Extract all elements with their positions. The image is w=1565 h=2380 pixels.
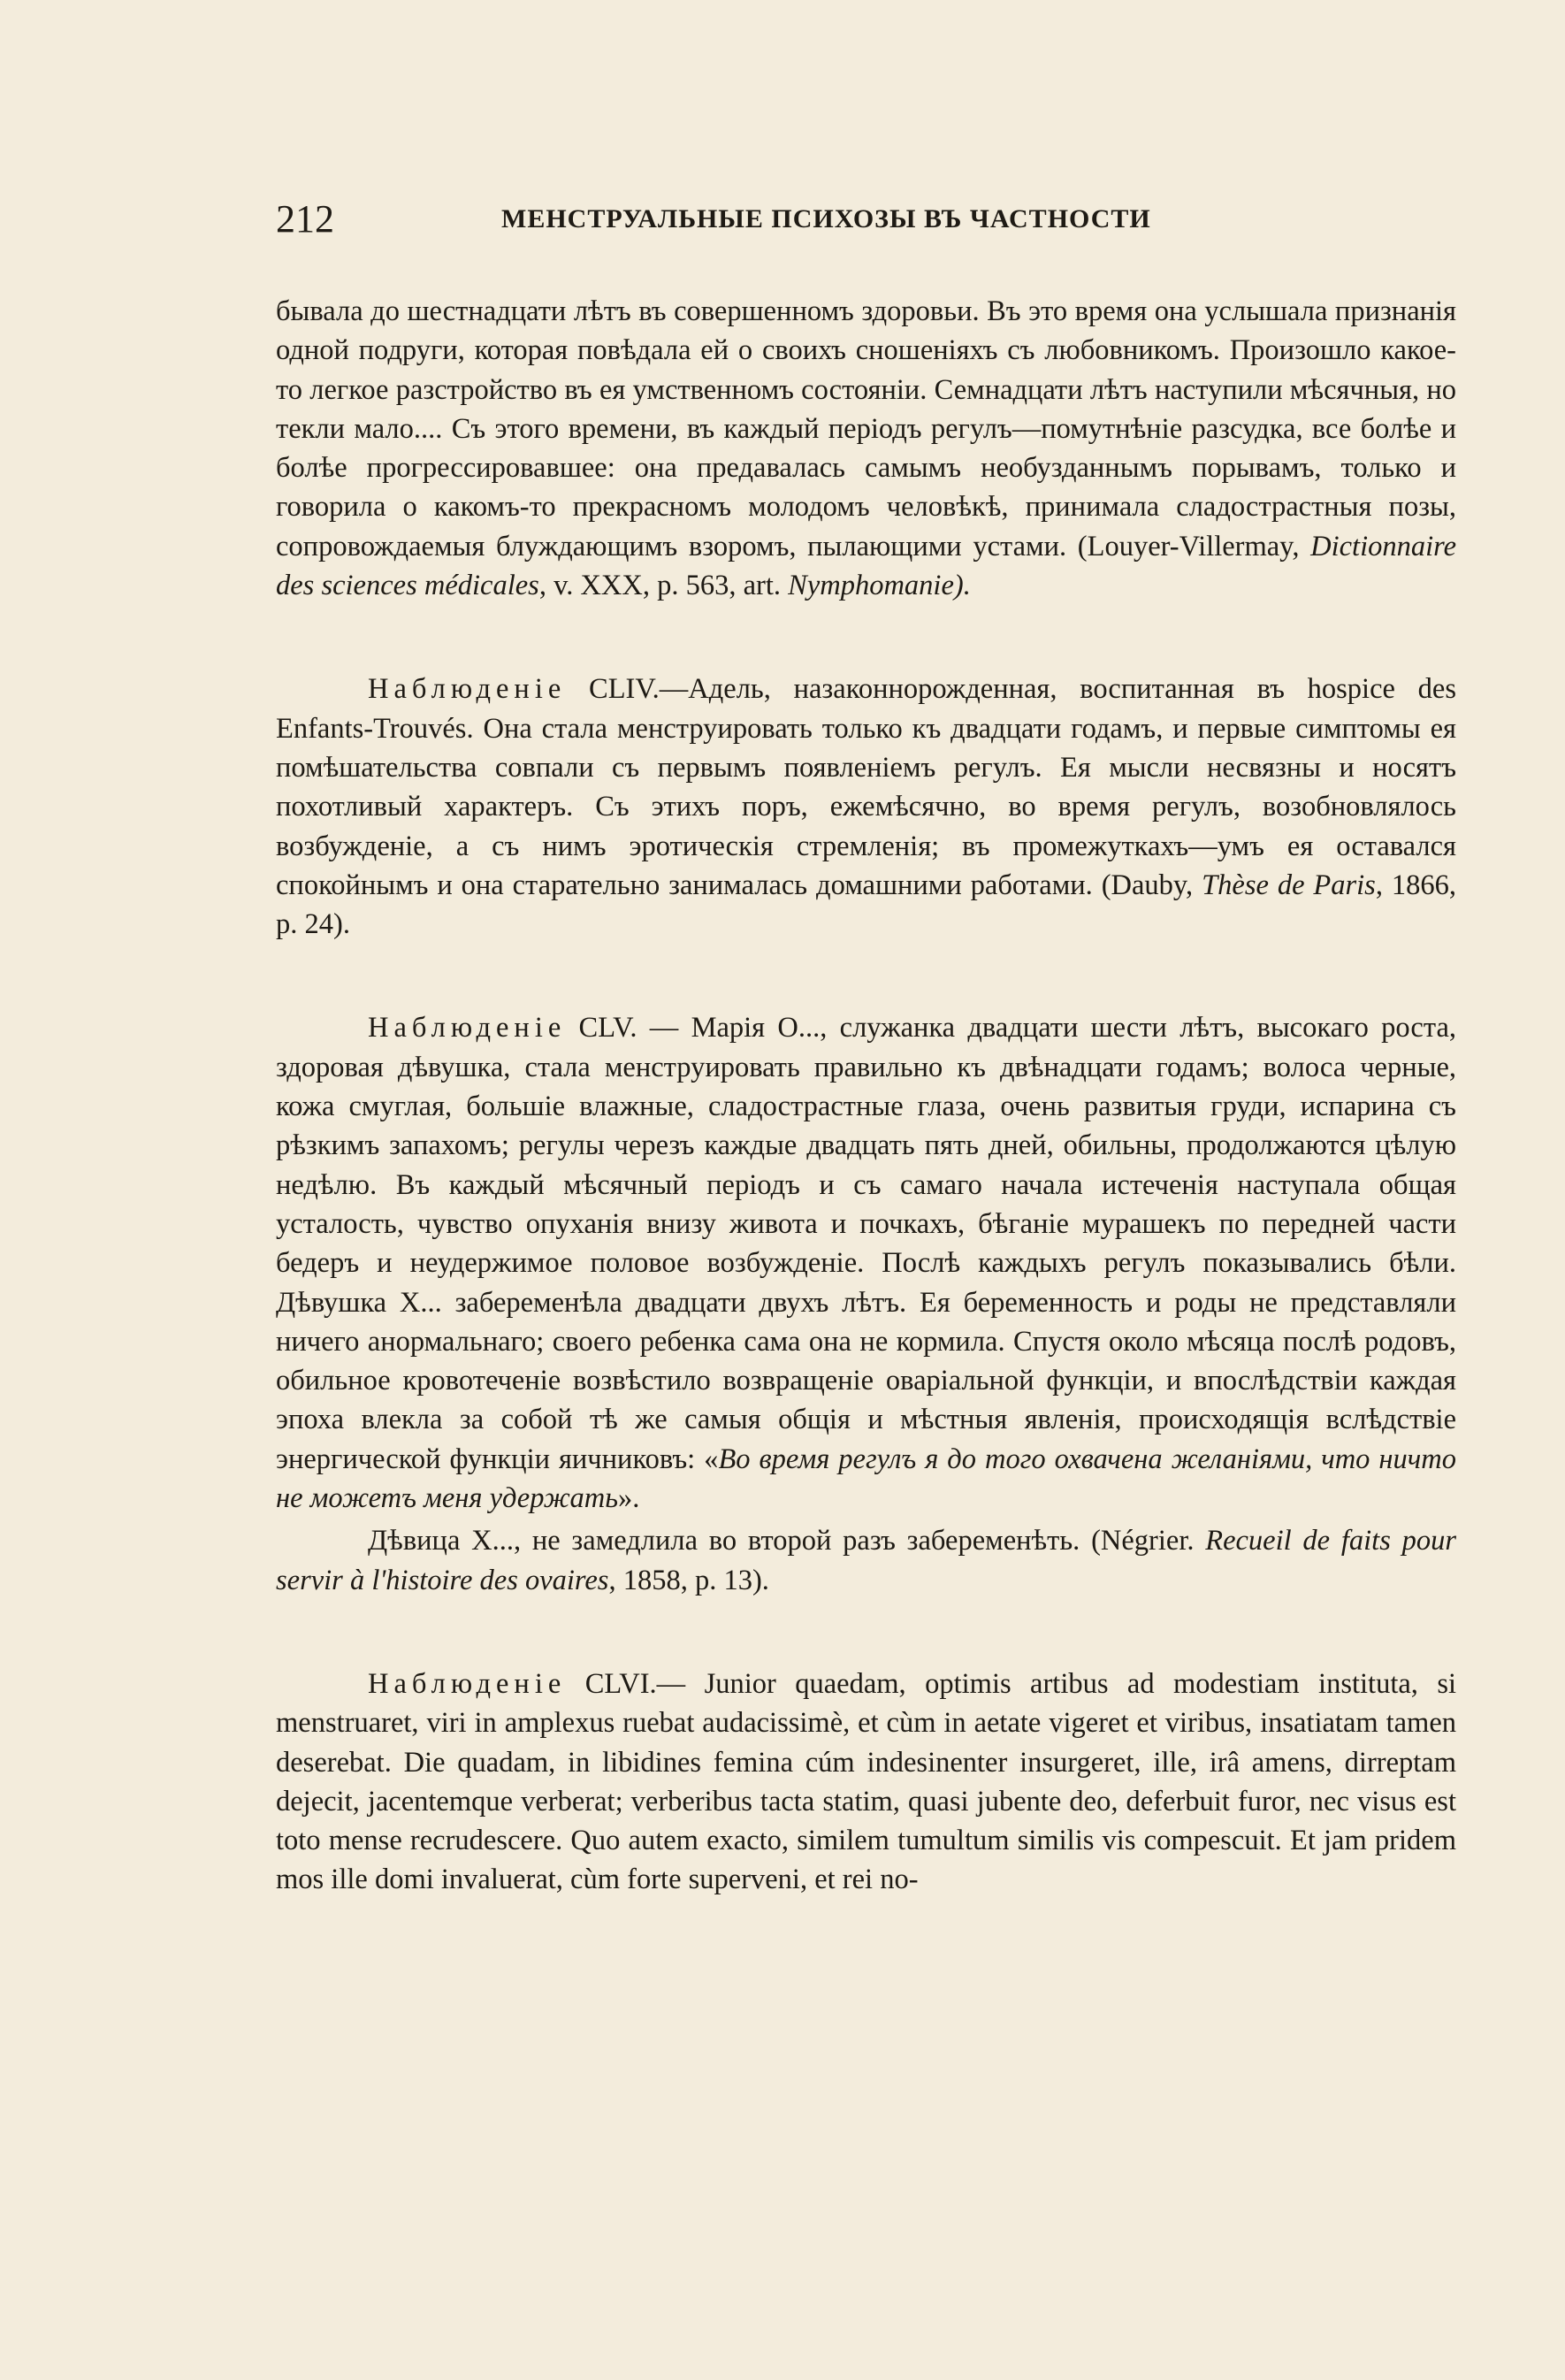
- text: CLVI.— Junior quaedam, optimis artibus ad modestiam instituta, si menstruaret, viri in amplexus ruebat audacissimè, et cùm in aetate vigeret et viribus, insatiatam tamen deserebat. Die quadam, in libidines femina cúm indesinenter insurgeret, ille, irâ amens, dirreptam dejecit, jacentemque verberat; verberibus tacta statim, quasi jubente deo, deferbuit furor, nec visus est toto mense recrudescere. Quo autem exacto, similem tumultum similis vis compescuit. Et jam pridem mos ille domi invaluerat, cùm forte superveni, et rei no-: [276, 1667, 1456, 1896]
- text: ».: [618, 1482, 640, 1515]
- observation-cliv: [276, 670, 1456, 944]
- text: CLIV.—Адель, назаконнорожденная, воспитанная въ hospice des Enfants-Trouvés. Она стала менструировать только къ двадцати годамъ, и первые симптомы ея помѣшательства совпали съ первымъ появленіемъ регулъ. Ея мысли несвязны и носятъ похотливый характеръ. Съ этихъ поръ, ежемѣсячно, во время регулъ, возобновлялось возбужденіе, а съ нимъ эротическія стремленія; въ промежуткахъ—умъ ея оставался спокойнымъ и она старательно занималась домашними работами. (Dauby,: [276, 673, 1456, 901]
- text: , 1858, p. 13).: [608, 1564, 769, 1596]
- observation-label: Наблюденіе: [368, 673, 567, 706]
- quote: Во время регулъ я до того охвачена желаніями, что ничто не можетъ меня удержать: [276, 1443, 1456, 1515]
- page-header: [276, 193, 1178, 246]
- observation-clv-continued: [276, 1521, 1456, 1600]
- citation-title: Recueil de faits pour servir à l'histoire des ovaires: [276, 1525, 1456, 1596]
- text: Дѣвица X..., не замедлила во второй разъ забеременѣть. (Négrier.: [368, 1525, 1206, 1557]
- citation-title: Dictionnaire des sciences médicales: [276, 530, 1456, 602]
- paragraph-continued-case: [276, 292, 1456, 605]
- text: , v. XXX, p. 563, art.: [538, 570, 789, 602]
- observation-clv: [276, 1008, 1456, 1518]
- citation-title: Thèse de Paris: [1202, 869, 1376, 901]
- page-body: [276, 292, 1456, 1900]
- observation-clvi: [276, 1664, 1456, 1900]
- observation-label: Наблюденіе: [368, 1012, 567, 1045]
- text: бывала до шестнадцати лѣтъ въ совершенномъ здоровьи. Въ это время она услышала признанія одной подруги, которая повѣдала ей о своихъ сношеніяхъ съ любовникомъ. Произошло какое-то легкое разстройство въ ея умственномъ состояніи. Семнадцати лѣтъ наступили мѣсячныя, но текли мало.... Съ этого времени, въ каждый періодъ регулъ—помутнѣніе разсудка, все болѣе и болѣе прогрессировавшее: она предавалась самымъ необузданнымъ порывамъ, только и говорила о какомъ-то прекрасномъ молодомъ человѣкѣ, принимала сладострастныя позы, сопровождаемыя блуждающимъ взоромъ, пылающими устами. (Louyer-Villermay,: [276, 295, 1456, 562]
- observation-label: Наблюденіе: [368, 1667, 567, 1700]
- text: CLV. — Марія О..., служанка двадцати шести лѣтъ, высокаго роста, здоровая дѣвушка, стала менструировать правильно къ двѣнадцати годамъ; волоса черные, кожа смуглая, большіе влажные, сладострастные глаза, очень развитыя груди, испарина съ рѣзкимъ запахомъ; регулы черезъ каждые двадцать пять дней, обильны, продолжаются цѣлую недѣлю. Въ каждый мѣсячный періодъ и съ самаго начала истеченія наступала общая усталость, чувство опуханія внизу живота и почкахъ, бѣганіе мурашекъ по передней части бедеръ и неудержимое половое возбужденіе. Послѣ каждыхъ регулъ показывались бѣли. Дѣвушка X... забеременѣла двадцати двухъ лѣтъ. Ея беременность и роды не представляли ничего анормальнаго; своего ребенка сама она не кормила. Спустя около мѣсяца послѣ родовъ, обильное кровотеченіе возвѣстило возвращеніе оваріальной функціи, и впослѣдствіи каждая эпоха влекла за собой тѣ же самыя общія и мѣстныя явленія, происходящія вслѣдствіе энергической функціи яичниковъ: «: [276, 1012, 1456, 1475]
- text: , 1866, p. 24).: [276, 869, 1457, 941]
- citation-article: Nymphomanie).: [788, 570, 971, 602]
- running-title: МЕНСТРУАЛЬНЫЕ ПСИХОЗЫ ВЪ ЧАСТНОСТИ: [501, 204, 1151, 233]
- page-number: 212: [276, 197, 334, 241]
